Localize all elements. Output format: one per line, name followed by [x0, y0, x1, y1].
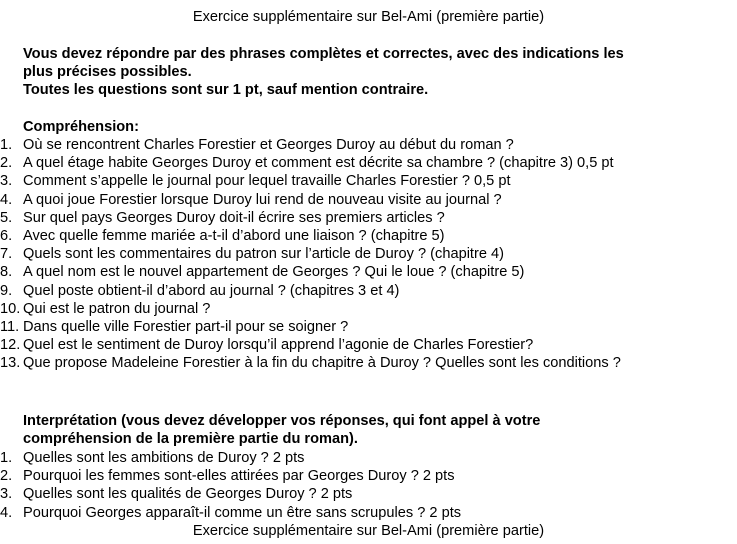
question-number: 3. — [0, 173, 13, 190]
question-text: Où se rencontrent Charles Forestier et Georges Duroy au début du roman ? — [23, 137, 514, 153]
interpretation-heading-line: compréhension de la première partie du roman). — [23, 431, 358, 448]
instructions-block — [23, 45, 723, 100]
question-text: Qui est le patron du journal ? — [23, 300, 211, 317]
question-item — [0, 354, 737, 372]
question-number: 6. — [0, 227, 13, 244]
question-number: 4. — [0, 504, 13, 521]
question-number: 1. — [0, 137, 13, 153]
page-footer-title: Exercice supplémentaire sur Bel-Ami (première partie) — [192, 523, 545, 539]
question-item — [0, 245, 737, 263]
interpretation-question-list — [0, 449, 737, 522]
interpretation-heading — [23, 412, 723, 448]
question-number: 2. — [0, 155, 13, 172]
question-number: 9. — [0, 282, 13, 299]
question-number: 4. — [0, 191, 13, 208]
question-text: Quel poste obtient-il d’abord au journal ? (chapitres 3 et 4) — [23, 282, 400, 299]
question-text: Pourquoi Georges apparaît-il comme un être sans scrupules ? 2 pts — [23, 504, 462, 521]
question-item — [0, 191, 737, 209]
question-item — [0, 485, 737, 503]
question-item — [0, 300, 737, 318]
question-text: Comment s’appelle le journal pour lequel travaille Charles Forestier ? 0,5 pt — [23, 173, 511, 190]
instruction-line: Toutes les questions sont sur 1 pt, sauf mention contraire. — [23, 82, 429, 99]
question-item — [0, 449, 737, 467]
question-text: A quel nom est le nouvel appartement de Georges ? Qui le loue ? (chapitre 5) — [23, 264, 525, 281]
instruction-line: Vous devez répondre par des phrases complètes et correctes, avec des indications les — [23, 46, 624, 62]
comprehension-heading: Compréhension: — [23, 119, 139, 135]
question-item — [0, 318, 737, 336]
question-item — [0, 282, 737, 300]
question-number: 1. — [0, 450, 13, 466]
question-number: 5. — [0, 209, 13, 226]
question-number: 10. — [0, 300, 21, 317]
question-item — [0, 227, 737, 245]
question-text: Avec quelle femme mariée a-t-il d’abord une liaison ? (chapitre 5) — [23, 227, 445, 244]
page-title: Exercice supplémentaire sur Bel-Ami (première partie) — [192, 9, 545, 25]
question-text: A quel étage habite Georges Duroy et comment est décrite sa chambre ? (chapitre 3) 0,5 pt — [23, 155, 614, 172]
question-item — [0, 209, 737, 227]
question-number: 13. — [0, 355, 21, 372]
question-text: Sur quel pays Georges Duroy doit-il écrire ses premiers articles ? — [23, 209, 445, 226]
question-item — [0, 504, 737, 522]
question-number: 12. — [0, 337, 21, 354]
question-text: Quelles sont les ambitions de Duroy ? 2 pts — [23, 450, 305, 466]
question-text: Quels sont les commentaires du patron sur l’article de Duroy ? (chapitre 4) — [23, 246, 504, 263]
question-item — [0, 467, 737, 485]
question-text: Que propose Madeleine Forestier à la fin du chapitre à Duroy ? Quelles sont les conditions ? — [23, 355, 621, 372]
question-item — [0, 336, 737, 354]
question-text: Pourquoi les femmes sont-elles attirées par Georges Duroy ? 2 pts — [23, 468, 455, 485]
question-text: A quoi joue Forestier lorsque Duroy lui rend de nouveau visite au journal ? — [23, 191, 502, 208]
question-number: 3. — [0, 486, 13, 503]
question-text: Quel est le sentiment de Duroy lorsqu’il apprend l’agonie de Charles Forestier? — [23, 337, 534, 354]
instruction-line: plus précises possibles. — [23, 64, 192, 81]
interpretation-heading-line: Interprétation (vous devez développer vos réponses, qui font appel à votre — [23, 413, 541, 429]
question-number: 11. — [0, 318, 20, 335]
question-item — [0, 136, 737, 154]
question-number: 7. — [0, 246, 13, 263]
question-text: Quelles sont les qualités de Georges Duroy ? 2 pts — [23, 486, 353, 503]
question-item — [0, 154, 737, 172]
question-item — [0, 263, 737, 281]
question-number: 8. — [0, 264, 13, 281]
question-item — [0, 172, 737, 190]
question-number: 2. — [0, 468, 13, 485]
comprehension-question-list — [0, 136, 737, 372]
question-text: Dans quelle ville Forestier part-il pour se soigner ? — [23, 318, 349, 335]
